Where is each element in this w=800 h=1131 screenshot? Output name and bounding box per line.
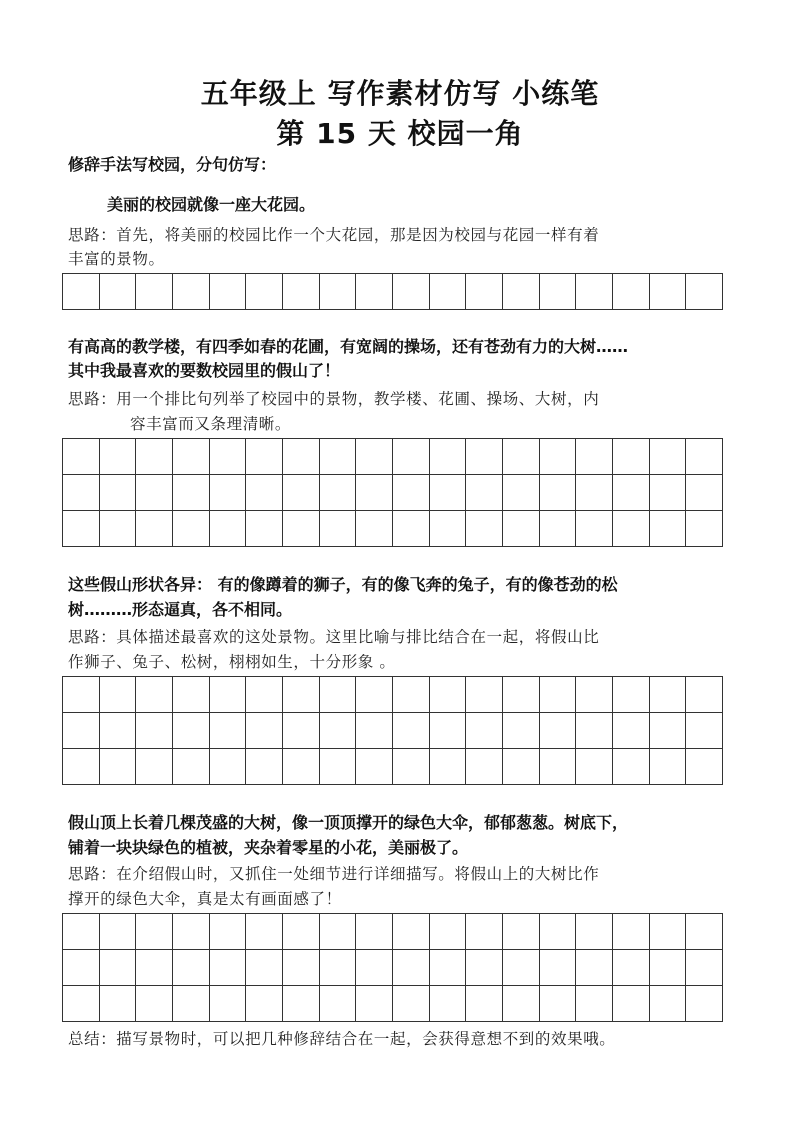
grid-cell[interactable] [173, 914, 210, 950]
hint-4-line-1: 思路：在介绍假山时，又抓住一处细节进行详细描写。将假山上的大树比作 [68, 865, 600, 883]
grid-cell[interactable] [576, 677, 613, 713]
grid-cell[interactable] [320, 986, 357, 1022]
grid-cell[interactable] [63, 986, 100, 1022]
grid-cell[interactable] [503, 713, 540, 749]
grid-cell[interactable] [430, 677, 467, 713]
grid-cell[interactable] [136, 511, 173, 547]
grid-cell[interactable] [503, 749, 540, 785]
grid-cell[interactable] [173, 511, 210, 547]
grid-cell[interactable] [540, 475, 577, 511]
grid-cell[interactable] [393, 914, 430, 950]
grid-cell[interactable] [540, 986, 577, 1022]
grid-cell[interactable] [356, 274, 393, 310]
grid-cell[interactable] [173, 749, 210, 785]
grid-cell[interactable] [466, 713, 503, 749]
grid-cell[interactable] [466, 950, 503, 986]
grid-cell[interactable] [613, 274, 650, 310]
writing-grid-3[interactable] [62, 676, 723, 785]
grid-cell[interactable] [100, 511, 137, 547]
grid-cell[interactable] [613, 439, 650, 475]
grid-cell[interactable] [430, 439, 467, 475]
grid-cell[interactable] [320, 749, 357, 785]
grid-cell[interactable] [356, 677, 393, 713]
grid-cell[interactable] [466, 749, 503, 785]
grid-row [63, 713, 723, 749]
grid-cell[interactable] [430, 914, 467, 950]
grid-cell[interactable] [430, 475, 467, 511]
grid-cell[interactable] [320, 713, 357, 749]
grid-cell[interactable] [283, 986, 320, 1022]
grid-cell[interactable] [686, 274, 723, 310]
grid-cell[interactable] [63, 950, 100, 986]
grid-cell[interactable] [540, 713, 577, 749]
grid-cell[interactable] [393, 986, 430, 1022]
grid-cell[interactable] [393, 677, 430, 713]
grid-cell[interactable] [320, 914, 357, 950]
grid-cell[interactable] [320, 950, 357, 986]
grid-cell[interactable] [356, 986, 393, 1022]
grid-cell[interactable] [503, 439, 540, 475]
grid-cell[interactable] [356, 749, 393, 785]
model-sentence-3-line-1: 这些假山形状各异： 有的像蹲着的狮子，有的像飞奔的兔子，有的像苍劲的松 [68, 575, 618, 594]
grid-cell[interactable] [503, 475, 540, 511]
grid-cell[interactable] [356, 475, 393, 511]
grid-cell[interactable] [210, 274, 247, 310]
grid-cell[interactable] [613, 914, 650, 950]
grid-cell[interactable] [540, 439, 577, 475]
grid-cell[interactable] [686, 439, 723, 475]
grid-cell[interactable] [246, 950, 283, 986]
grid-cell[interactable] [686, 950, 723, 986]
grid-cell[interactable] [320, 274, 357, 310]
grid-cell[interactable] [210, 950, 247, 986]
grid-cell[interactable] [173, 950, 210, 986]
grid-cell[interactable] [246, 749, 283, 785]
grid-cell[interactable] [650, 986, 687, 1022]
grid-cell[interactable] [393, 439, 430, 475]
grid-cell[interactable] [283, 439, 320, 475]
grid-cell[interactable] [210, 914, 247, 950]
grid-cell[interactable] [173, 713, 210, 749]
grid-cell[interactable] [246, 511, 283, 547]
grid-cell[interactable] [650, 950, 687, 986]
grid-cell[interactable] [430, 950, 467, 986]
grid-cell[interactable] [393, 511, 430, 547]
grid-cell[interactable] [503, 986, 540, 1022]
grid-cell[interactable] [576, 511, 613, 547]
grid-cell[interactable] [246, 713, 283, 749]
grid-cell[interactable] [210, 713, 247, 749]
grid-cell[interactable] [613, 511, 650, 547]
hint-1-line-2: 丰富的景物。 [68, 250, 165, 268]
model-sentence-2-line-2: 其中我最喜欢的要数校园里的假山了！ [68, 361, 341, 380]
grid-cell[interactable] [320, 677, 357, 713]
grid-cell[interactable] [576, 475, 613, 511]
grid-row [63, 439, 723, 475]
grid-cell[interactable] [100, 986, 137, 1022]
grid-row [63, 475, 723, 511]
grid-cell[interactable] [283, 914, 320, 950]
grid-cell[interactable] [540, 677, 577, 713]
grid-cell[interactable] [63, 677, 100, 713]
grid-cell[interactable] [576, 986, 613, 1022]
grid-cell[interactable] [100, 274, 137, 310]
grid-cell[interactable] [356, 950, 393, 986]
grid-cell[interactable] [100, 677, 137, 713]
grid-cell[interactable] [466, 914, 503, 950]
grid-cell[interactable] [283, 274, 320, 310]
grid-cell[interactable] [466, 439, 503, 475]
grid-cell[interactable] [210, 511, 247, 547]
grid-cell[interactable] [63, 713, 100, 749]
grid-cell[interactable] [320, 511, 357, 547]
grid-cell[interactable] [100, 475, 137, 511]
grid-cell[interactable] [283, 511, 320, 547]
hint-3-line-2: 作狮子、兔子、松树，栩栩如生，十分形象 。 [68, 653, 396, 671]
summary-note: 总结：描写景物时，可以把几种修辞结合在一起，会获得意想不到的效果哦。 [68, 1030, 616, 1048]
writing-grid-2[interactable] [62, 438, 723, 547]
grid-cell[interactable] [246, 677, 283, 713]
grid-cell[interactable] [173, 475, 210, 511]
grid-cell[interactable] [686, 713, 723, 749]
grid-cell[interactable] [393, 713, 430, 749]
grid-cell[interactable] [63, 511, 100, 547]
grid-cell[interactable] [356, 511, 393, 547]
grid-cell[interactable] [686, 475, 723, 511]
grid-cell[interactable] [613, 950, 650, 986]
grid-cell[interactable] [503, 274, 540, 310]
grid-cell[interactable] [136, 914, 173, 950]
grid-cell[interactable] [283, 713, 320, 749]
grid-cell[interactable] [686, 914, 723, 950]
grid-cell[interactable] [100, 439, 137, 475]
grid-cell[interactable] [540, 950, 577, 986]
worksheet-title: 五年级上 写作素材仿写 小练笔 [200, 77, 600, 110]
grid-cell[interactable] [246, 475, 283, 511]
grid-cell[interactable] [686, 986, 723, 1022]
grid-cell[interactable] [613, 475, 650, 511]
grid-cell[interactable] [136, 439, 173, 475]
grid-cell[interactable] [576, 950, 613, 986]
grid-cell[interactable] [100, 713, 137, 749]
grid-cell[interactable] [430, 713, 467, 749]
hint-4-line-2: 撑开的绿色大伞，真是太有画面感了！ [68, 890, 342, 908]
grid-cell[interactable] [686, 511, 723, 547]
grid-cell[interactable] [430, 511, 467, 547]
model-sentence-4-line-1: 假山顶上长着几棵茂盛的大树，像一顶顶撑开的绿色大伞，郁郁葱葱。树底下， [68, 813, 629, 832]
grid-cell[interactable] [320, 475, 357, 511]
grid-cell[interactable] [650, 511, 687, 547]
grid-cell[interactable] [540, 274, 577, 310]
grid-cell[interactable] [283, 677, 320, 713]
grid-cell[interactable] [540, 511, 577, 547]
grid-cell[interactable] [246, 274, 283, 310]
grid-row [63, 914, 723, 950]
grid-cell[interactable] [173, 439, 210, 475]
hint-2-line-1: 思路：用一个排比句列举了校园中的景物，教学楼、花圃、操场、大树，内 [68, 390, 600, 408]
grid-cell[interactable] [576, 914, 613, 950]
grid-cell[interactable] [63, 475, 100, 511]
grid-cell[interactable] [466, 475, 503, 511]
grid-cell[interactable] [650, 914, 687, 950]
grid-cell[interactable] [356, 713, 393, 749]
grid-cell[interactable] [100, 749, 137, 785]
grid-cell[interactable] [576, 749, 613, 785]
grid-cell[interactable] [100, 914, 137, 950]
grid-cell[interactable] [246, 986, 283, 1022]
grid-cell[interactable] [650, 713, 687, 749]
grid-cell[interactable] [136, 677, 173, 713]
grid-cell[interactable] [136, 986, 173, 1022]
grid-cell[interactable] [430, 749, 467, 785]
grid-cell[interactable] [576, 439, 613, 475]
grid-cell[interactable] [100, 950, 137, 986]
grid-cell[interactable] [613, 749, 650, 785]
worksheet-subtitle: 第 15 天 校园一角 [276, 117, 524, 150]
grid-cell[interactable] [283, 950, 320, 986]
grid-cell[interactable] [466, 274, 503, 310]
grid-cell[interactable] [466, 511, 503, 547]
grid-cell[interactable] [210, 677, 247, 713]
grid-cell[interactable] [210, 475, 247, 511]
writing-grid-4[interactable] [62, 913, 723, 1022]
grid-row [63, 677, 723, 713]
hint-2-line-2: 容丰富而又条理清晰。 [130, 415, 292, 433]
grid-cell[interactable] [173, 274, 210, 310]
grid-cell[interactable] [613, 677, 650, 713]
grid-cell[interactable] [210, 439, 247, 475]
grid-cell[interactable] [503, 950, 540, 986]
grid-cell[interactable] [246, 914, 283, 950]
grid-cell[interactable] [63, 439, 100, 475]
grid-cell[interactable] [576, 274, 613, 310]
grid-cell[interactable] [576, 713, 613, 749]
grid-cell[interactable] [650, 749, 687, 785]
grid-cell[interactable] [650, 274, 687, 310]
model-sentence-2-line-1: 有高高的教学楼，有四季如春的花圃，有宽阔的操场，还有苍劲有力的大树…… [68, 337, 629, 356]
grid-cell[interactable] [63, 914, 100, 950]
grid-row [63, 511, 723, 547]
grid-cell[interactable] [503, 511, 540, 547]
grid-cell[interactable] [136, 950, 173, 986]
grid-cell[interactable] [393, 749, 430, 785]
grid-cell[interactable] [63, 749, 100, 785]
model-sentence-4-line-2: 铺着一块块绿色的植被，夹杂着零星的小花，美丽极了。 [68, 838, 469, 857]
grid-cell[interactable] [430, 986, 467, 1022]
writing-grid-1[interactable] [62, 273, 723, 310]
grid-cell[interactable] [210, 986, 247, 1022]
grid-row [63, 274, 723, 310]
grid-cell[interactable] [650, 439, 687, 475]
hint-3-line-1: 思路：具体描述最喜欢的这处景物。这里比喻与排比结合在一起，将假山比 [68, 628, 600, 646]
grid-cell[interactable] [283, 749, 320, 785]
grid-cell[interactable] [393, 950, 430, 986]
grid-cell[interactable] [246, 439, 283, 475]
grid-row [63, 749, 723, 785]
grid-cell[interactable] [686, 749, 723, 785]
grid-row [63, 986, 723, 1022]
grid-cell[interactable] [613, 713, 650, 749]
grid-row [63, 950, 723, 986]
grid-cell[interactable] [356, 914, 393, 950]
grid-cell[interactable] [650, 677, 687, 713]
grid-cell[interactable] [136, 713, 173, 749]
grid-cell[interactable] [173, 677, 210, 713]
grid-cell[interactable] [393, 274, 430, 310]
intro-instruction: 修辞手法写校园，分句仿写： [68, 155, 277, 174]
model-sentence-1-line-1: 美丽的校园就像一座大花园。 [107, 195, 316, 214]
grid-cell[interactable] [540, 749, 577, 785]
grid-cell[interactable] [430, 274, 467, 310]
grid-cell[interactable] [136, 475, 173, 511]
grid-cell[interactable] [466, 986, 503, 1022]
grid-cell[interactable] [136, 274, 173, 310]
grid-cell[interactable] [613, 986, 650, 1022]
hint-1-line-1: 思路：首先，将美丽的校园比作一个大花园，那是因为校园与花园一样有着 [68, 226, 600, 244]
grid-cell[interactable] [210, 749, 247, 785]
grid-cell[interactable] [283, 475, 320, 511]
grid-cell[interactable] [356, 439, 393, 475]
model-sentence-3-line-2: 树………形态逼真，各不相同。 [68, 600, 293, 619]
grid-cell[interactable] [173, 986, 210, 1022]
grid-cell[interactable] [686, 677, 723, 713]
grid-cell[interactable] [63, 274, 100, 310]
grid-cell[interactable] [320, 439, 357, 475]
grid-cell[interactable] [466, 677, 503, 713]
grid-cell[interactable] [650, 475, 687, 511]
grid-cell[interactable] [540, 914, 577, 950]
grid-cell[interactable] [503, 677, 540, 713]
grid-cell[interactable] [503, 914, 540, 950]
grid-cell[interactable] [136, 749, 173, 785]
grid-cell[interactable] [393, 475, 430, 511]
